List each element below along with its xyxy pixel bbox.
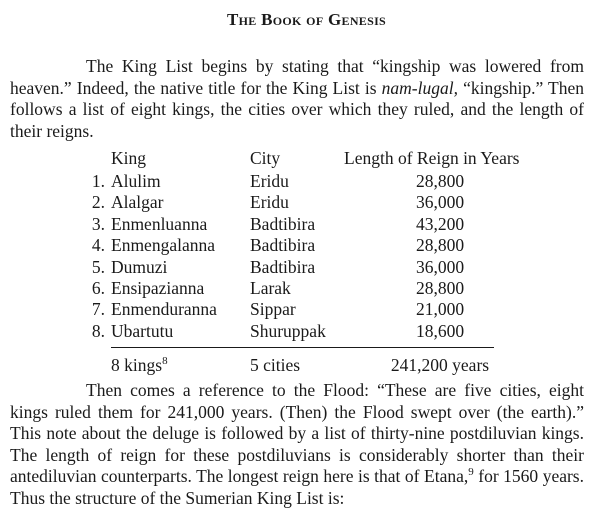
king-name: Ensipazianna	[111, 278, 205, 298]
paragraph-intro-text-end: “kingship.” Then follows a list of eight kings, the cities over which they ruled, and the length of their reigns.	[10, 77, 585, 141]
header-city: City	[250, 148, 281, 168]
total-kings-text: 8 kings	[111, 355, 163, 375]
running-head: The Book of Genesis	[226, 10, 387, 29]
king-name: Ubartutu	[111, 320, 174, 341]
header-king: King	[111, 148, 146, 168]
city-name: Larak	[250, 278, 291, 298]
total-cities: 5 cities	[250, 355, 301, 375]
table-row	[0, 278, 613, 299]
reign-years: 36,000	[415, 256, 465, 277]
king-number: 6.	[91, 278, 105, 298]
total-rule	[111, 347, 494, 348]
city-name: Eridu	[250, 192, 289, 213]
total-kings	[111, 355, 168, 376]
footnote-ref-8: 8	[162, 355, 168, 368]
reign-years: 28,800	[415, 278, 465, 298]
king-name: Alalgar	[111, 192, 164, 213]
table-row	[0, 171, 613, 192]
city-name: Shuruppak	[250, 320, 326, 341]
city-name: Sippar	[250, 299, 296, 320]
king-number: 3.	[91, 213, 105, 234]
king-list-table	[0, 148, 613, 378]
king-name: Enmenduranna	[111, 299, 217, 320]
city-name: Eridu	[250, 171, 289, 191]
reign-years: 28,800	[415, 171, 465, 191]
paragraph-flood	[10, 380, 584, 509]
paragraph-intro-text: The King List begins by stating that “kingship was lowered from heaven.” Indeed, the native title for the King List is	[10, 56, 584, 98]
header-length-of-reign: Length of Reign in Years	[344, 148, 520, 168]
reign-years: 43,200	[415, 213, 465, 234]
king-number: 5.	[91, 256, 105, 277]
table-row	[0, 299, 613, 320]
city-name: Badtibira	[250, 213, 316, 234]
king-number: 7.	[91, 299, 105, 320]
paragraph-flood-text-end: for 1560 years. Thus the structure of the Sumerian King List is:	[10, 466, 584, 508]
city-name: Badtibira	[250, 235, 316, 256]
table-row	[0, 235, 613, 256]
king-name: Alulim	[111, 171, 161, 191]
reign-years: 28,800	[415, 235, 465, 256]
king-name: Enmenluanna	[111, 213, 208, 234]
king-number: 1.	[91, 171, 105, 191]
table-row	[0, 192, 613, 213]
king-name: Enmengalanna	[111, 235, 215, 256]
reign-years: 21,000	[415, 299, 465, 320]
footnote-ref-9: 9	[468, 466, 474, 479]
city-name: Badtibira	[250, 256, 316, 277]
table-row	[0, 214, 613, 235]
king-number: 4.	[91, 235, 105, 256]
table-row	[0, 321, 613, 342]
paragraph-intro	[10, 56, 584, 142]
table-header-row	[0, 148, 613, 169]
totals-row	[0, 355, 613, 376]
nam-lugal-term: nam-lugal,	[381, 77, 458, 98]
king-name: Dumuzi	[111, 256, 168, 277]
reign-years: 36,000	[415, 192, 465, 213]
table-row	[0, 257, 613, 278]
paragraph-flood-text: Then comes a reference to the Flood: “These are five cities, eight kings ruled them for 241,000 years. (Then) the Flood swept over (the earth).” This note about the deluge is followed by a list of thirty-nine postdiluvian kings. The length of reign for these postdiluvians is considerably shorter than their antediluvian counterparts. The longest reign here is that of Etana,	[10, 380, 584, 486]
reign-years: 18,600	[415, 320, 465, 341]
king-number: 8.	[91, 320, 105, 341]
king-number: 2.	[91, 192, 105, 213]
total-years: 241,200 years	[390, 355, 490, 375]
